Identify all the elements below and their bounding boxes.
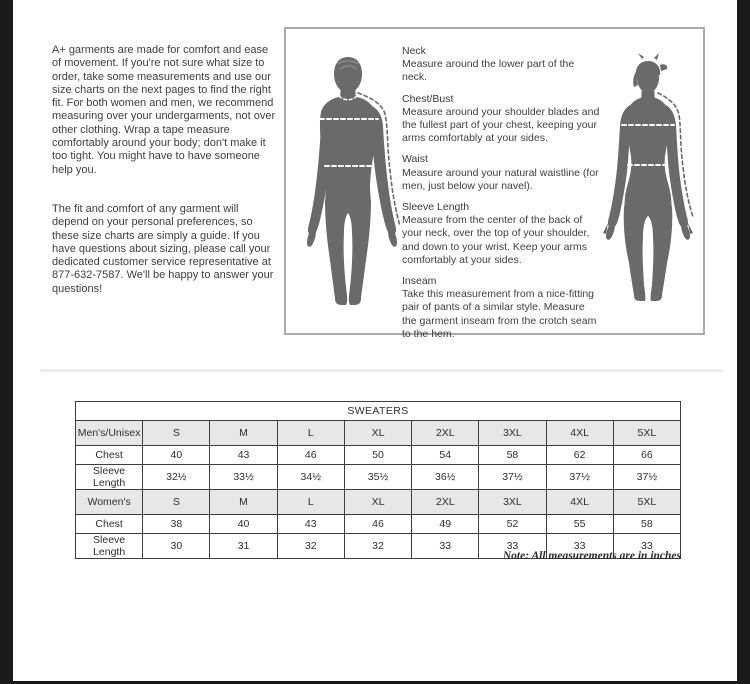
value-cell: 37½ [613, 465, 680, 490]
size-cell: L [277, 490, 344, 515]
guide-section-waist [402, 153, 602, 193]
guide-title: Sleeve Length [402, 201, 470, 214]
intro-paragraph-1: A+ garments are made for comfort and ease of movement. If you're not sure what size to order, take some measurements and use our size charts on the next pages to find the right fit. For both women and men, we recommend measuring over your undergarments, not over other clothing. Wrap a tape measure comfortably around your body; don't make it too tight. You might have to have someone help you. [52, 44, 276, 176]
value-cell: 32 [277, 534, 344, 559]
value-cell: 62 [546, 446, 613, 465]
value-cell: 46 [277, 446, 344, 465]
size-cell: 4XL [546, 490, 613, 515]
value-cell: 43 [277, 515, 344, 534]
size-cell: 5XL [613, 421, 680, 446]
guide-desc: Measure around your shoulder blades and the fullest part of your chest, keeping your arms comfortably at your sides. [402, 105, 600, 145]
measurement-instructions [402, 45, 602, 349]
value-cell: 50 [344, 446, 411, 465]
value-cell: 37½ [546, 465, 613, 490]
size-cell: 5XL [613, 490, 680, 515]
value-cell: 54 [412, 446, 479, 465]
size-cell: XL [344, 421, 411, 446]
intro-paragraph-2: The fit and comfort of any garment will depend on your personal preferences, so these size charts are simply a guide. If you have questions about sizing, please call your dedicated customer service representative at 877-632-7587. We'll be happy to answer your questions! [52, 202, 274, 295]
table-row [76, 465, 681, 490]
sweaters-size-table [75, 401, 681, 559]
guide-section-chest-bust [402, 93, 602, 146]
value-cell: 33 [613, 534, 680, 559]
size-cell: XL [344, 490, 411, 515]
measurement-label-cell: Sleeve Length [76, 465, 143, 490]
value-cell: 31 [210, 534, 277, 559]
group-label-cell: Women's [76, 490, 143, 515]
guide-section-sleeve-length [402, 201, 602, 267]
value-cell: 40 [143, 446, 210, 465]
guide-desc: Measure around the lower part of the neck. [402, 58, 575, 84]
size-cell: 2XL [412, 490, 479, 515]
section-divider [40, 369, 723, 372]
value-cell: 33 [412, 534, 479, 559]
table-title-cell: SWEATERS [76, 402, 681, 421]
value-cell: 46 [344, 515, 411, 534]
value-cell: 52 [479, 515, 546, 534]
value-cell: 33½ [210, 465, 277, 490]
value-cell: 40 [210, 515, 277, 534]
size-table-container [75, 401, 681, 559]
intro-text [52, 44, 276, 322]
measurement-label-cell: Chest [76, 446, 143, 465]
value-cell: 30 [143, 534, 210, 559]
value-cell: 66 [613, 446, 680, 465]
size-cell: 3XL [479, 421, 546, 446]
measurement-guide-box [284, 27, 705, 340]
value-cell: 49 [412, 515, 479, 534]
size-header-row [76, 421, 681, 446]
table-row [76, 515, 681, 534]
value-cell: 37½ [479, 465, 546, 490]
measurements-note: Note: All measurements are in inches [502, 550, 681, 562]
guide-title: Waist [402, 153, 428, 166]
guide-title: Chest/Bust [402, 92, 454, 105]
size-cell: 4XL [546, 421, 613, 446]
table-title-row [76, 402, 681, 421]
guide-desc: Measure around your natural waistline (for men, just below your navel). [402, 166, 599, 192]
guide-section-inseam [402, 275, 602, 341]
value-cell: 43 [210, 446, 277, 465]
value-cell: 38 [143, 515, 210, 534]
value-cell: 33 [479, 534, 546, 559]
female-silhouette-figure [598, 51, 702, 307]
size-cell: M [210, 421, 277, 446]
guide-section-neck [402, 45, 602, 85]
document-page [13, 0, 737, 681]
value-cell: 32½ [143, 465, 210, 490]
size-cell: 3XL [479, 490, 546, 515]
value-cell: 35½ [344, 465, 411, 490]
size-header-row [76, 490, 681, 515]
table-row [76, 446, 681, 465]
size-cell: 2XL [412, 421, 479, 446]
guide-title: Inseam [402, 275, 437, 288]
value-cell: 33 [546, 534, 613, 559]
size-cell: L [277, 421, 344, 446]
value-cell: 32 [344, 534, 411, 559]
value-cell: 36½ [412, 465, 479, 490]
guide-desc: Take this measurement from a nice-fitting pair of pants of a similar style. Measure the garment inseam from the crotch seam to the hem. [402, 288, 597, 340]
value-cell: 55 [546, 515, 613, 534]
guide-title: Neck [402, 45, 426, 57]
value-cell: 58 [479, 446, 546, 465]
guide-desc: Measure from the center of the back of your neck, over the top of your shoulder, and down to your wrist. Keep your arms comfortably at your sides. [402, 214, 590, 266]
size-cell: S [143, 490, 210, 515]
value-cell: 58 [613, 515, 680, 534]
male-silhouette-figure [300, 51, 404, 311]
measurement-label-cell: Chest [76, 515, 143, 534]
value-cell: 34½ [277, 465, 344, 490]
measurement-label-cell: Sleeve Length [76, 534, 143, 559]
size-cell: S [143, 421, 210, 446]
group-label-cell: Men's/Unisex [76, 421, 143, 446]
size-cell: M [210, 490, 277, 515]
